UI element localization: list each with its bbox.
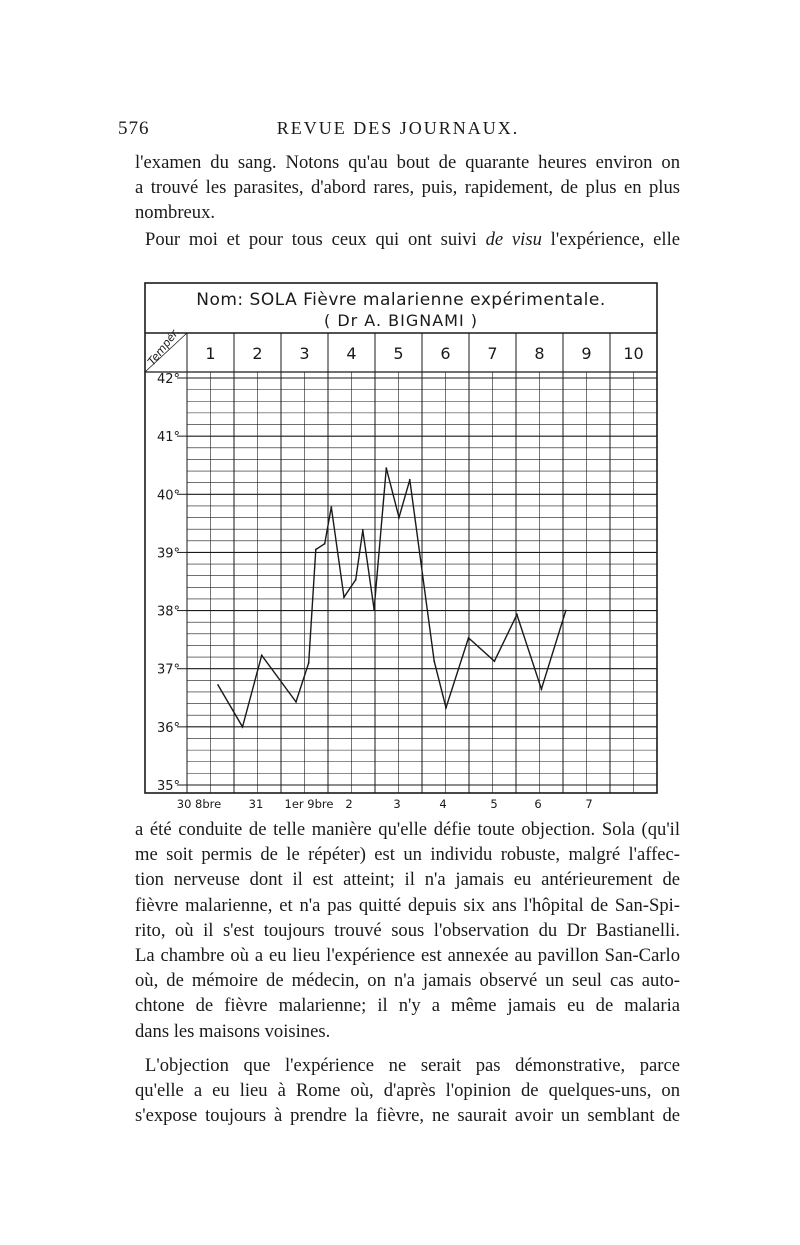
text-line: tion nerveuse dont il est atteint; il n'a jamais eu antérieurement de <box>135 869 680 891</box>
y-tick-label: 39° <box>157 546 181 562</box>
temperature-point <box>217 684 219 686</box>
temperature-point <box>295 701 297 703</box>
temperature-point <box>261 654 263 656</box>
y-tick-label: 36° <box>157 720 181 736</box>
text-line: dans les maisons voisines. <box>135 1020 331 1042</box>
temperature-point <box>445 707 447 709</box>
text-line: rito, où il s'est toujours trouvé sous l'observation du Dr Bastianelli. <box>135 919 680 941</box>
text-line: l'examen du sang. Notons qu'au bout de quarante heures environ on <box>135 152 680 173</box>
date-label: 7 <box>585 797 593 811</box>
temperature-point <box>468 637 470 639</box>
y-axis-label: Tempér. <box>145 325 183 368</box>
day-number-label: 1 <box>205 344 216 363</box>
date-label: 30 8bre <box>176 797 222 811</box>
text-line: qu'elle a eu lieu à Rome où, d'après l'opinion de quelques-uns, on <box>135 1080 680 1102</box>
text-line: fièvre malarienne, et n'a pas quitté depuis six ans l'hôpital de San-Spi- <box>135 894 680 916</box>
day-number-label: 8 <box>534 344 545 363</box>
paragraph-last <box>135 1053 680 1129</box>
paragraph-body <box>135 817 680 1044</box>
text-line: où, de mémoire de médecin, on n'a jamais observé un seul cas auto- <box>135 970 680 992</box>
temperature-line <box>218 468 566 727</box>
temperature-point <box>516 614 518 616</box>
y-tick-label: 42° <box>157 372 181 387</box>
temperature-point <box>362 529 364 531</box>
temperature-point <box>409 479 411 481</box>
intro-text-end: l'expérience, elle <box>541 229 680 250</box>
temperature-point <box>433 660 435 662</box>
text-line: a été conduite de telle manière qu'elle défie toute objection. Sola (qu'il <box>135 819 680 840</box>
date-label: 5 <box>490 797 498 811</box>
chart-subtitle: ( Dr A. BIGNAMI ) <box>323 311 479 330</box>
date-label: 1er 9bre <box>284 797 334 811</box>
temperature-point <box>493 660 495 662</box>
running-title: REVUE DES JOURNAUX. <box>276 118 520 138</box>
text-line: La chambre où a eu lieu l'expérience est annexée au pavillon San-Carlo <box>135 944 680 966</box>
temperature-point <box>330 506 332 508</box>
date-label: 4 <box>439 797 447 811</box>
date-label: 6 <box>534 797 542 811</box>
chart-title: Nom: SOLA Fièvre malarienne expérimentale. <box>196 290 606 310</box>
chart-series <box>217 467 567 728</box>
temperature-point <box>540 688 542 690</box>
temperature-point <box>385 467 387 469</box>
day-number-label: 3 <box>299 344 310 363</box>
temperature-point <box>324 543 326 545</box>
chart-labels <box>145 290 644 811</box>
y-tick-label: 35° <box>157 779 181 794</box>
text-line: a trouvé les parasites, d'abord rares, puis, rapidement, de plus en plus <box>135 177 680 199</box>
page-number: 576 <box>118 118 150 139</box>
intro-italic: de visu <box>485 229 542 250</box>
text-line: s'expose toujours à prendre la fièvre, ne saurait avoir un semblant de <box>135 1105 680 1127</box>
temperature-point <box>308 662 310 664</box>
date-label: 31 <box>248 797 264 811</box>
y-tick-label: 40° <box>157 488 181 504</box>
day-number-label: 7 <box>487 344 498 363</box>
text-line: nombreux. <box>135 202 216 224</box>
day-number-label: 9 <box>581 344 592 363</box>
temperature-point <box>343 596 345 598</box>
temperature-point <box>398 517 400 519</box>
date-label: 2 <box>345 797 353 811</box>
temperature-point <box>315 549 317 551</box>
temperature-point <box>242 726 244 728</box>
date-label: 3 <box>393 797 401 811</box>
day-number-label: 10 <box>623 344 644 363</box>
intro-text: Pour moi et pour tous ceux qui ont suivi <box>145 229 486 250</box>
day-number-label: 6 <box>440 344 451 363</box>
text-line: me soit permis de le répéter) est un individu robuste, malgré l'affec- <box>135 844 680 866</box>
y-tick-label: 38° <box>157 604 181 620</box>
text-line: L'objection que l'expérience ne serait pas démonstrative, parce <box>145 1055 680 1076</box>
y-tick-label: 41° <box>157 430 181 446</box>
temperature-point <box>565 610 567 612</box>
day-number-label: 5 <box>393 344 404 363</box>
temperature-point <box>355 579 357 581</box>
y-tick-label: 37° <box>157 662 181 678</box>
temperature-point <box>373 609 375 611</box>
day-number-label: 4 <box>346 344 357 363</box>
day-number-label: 2 <box>252 344 263 363</box>
text-line: chtone de fièvre malarienne; il n'y a même jamais eu de malaria <box>135 995 680 1017</box>
